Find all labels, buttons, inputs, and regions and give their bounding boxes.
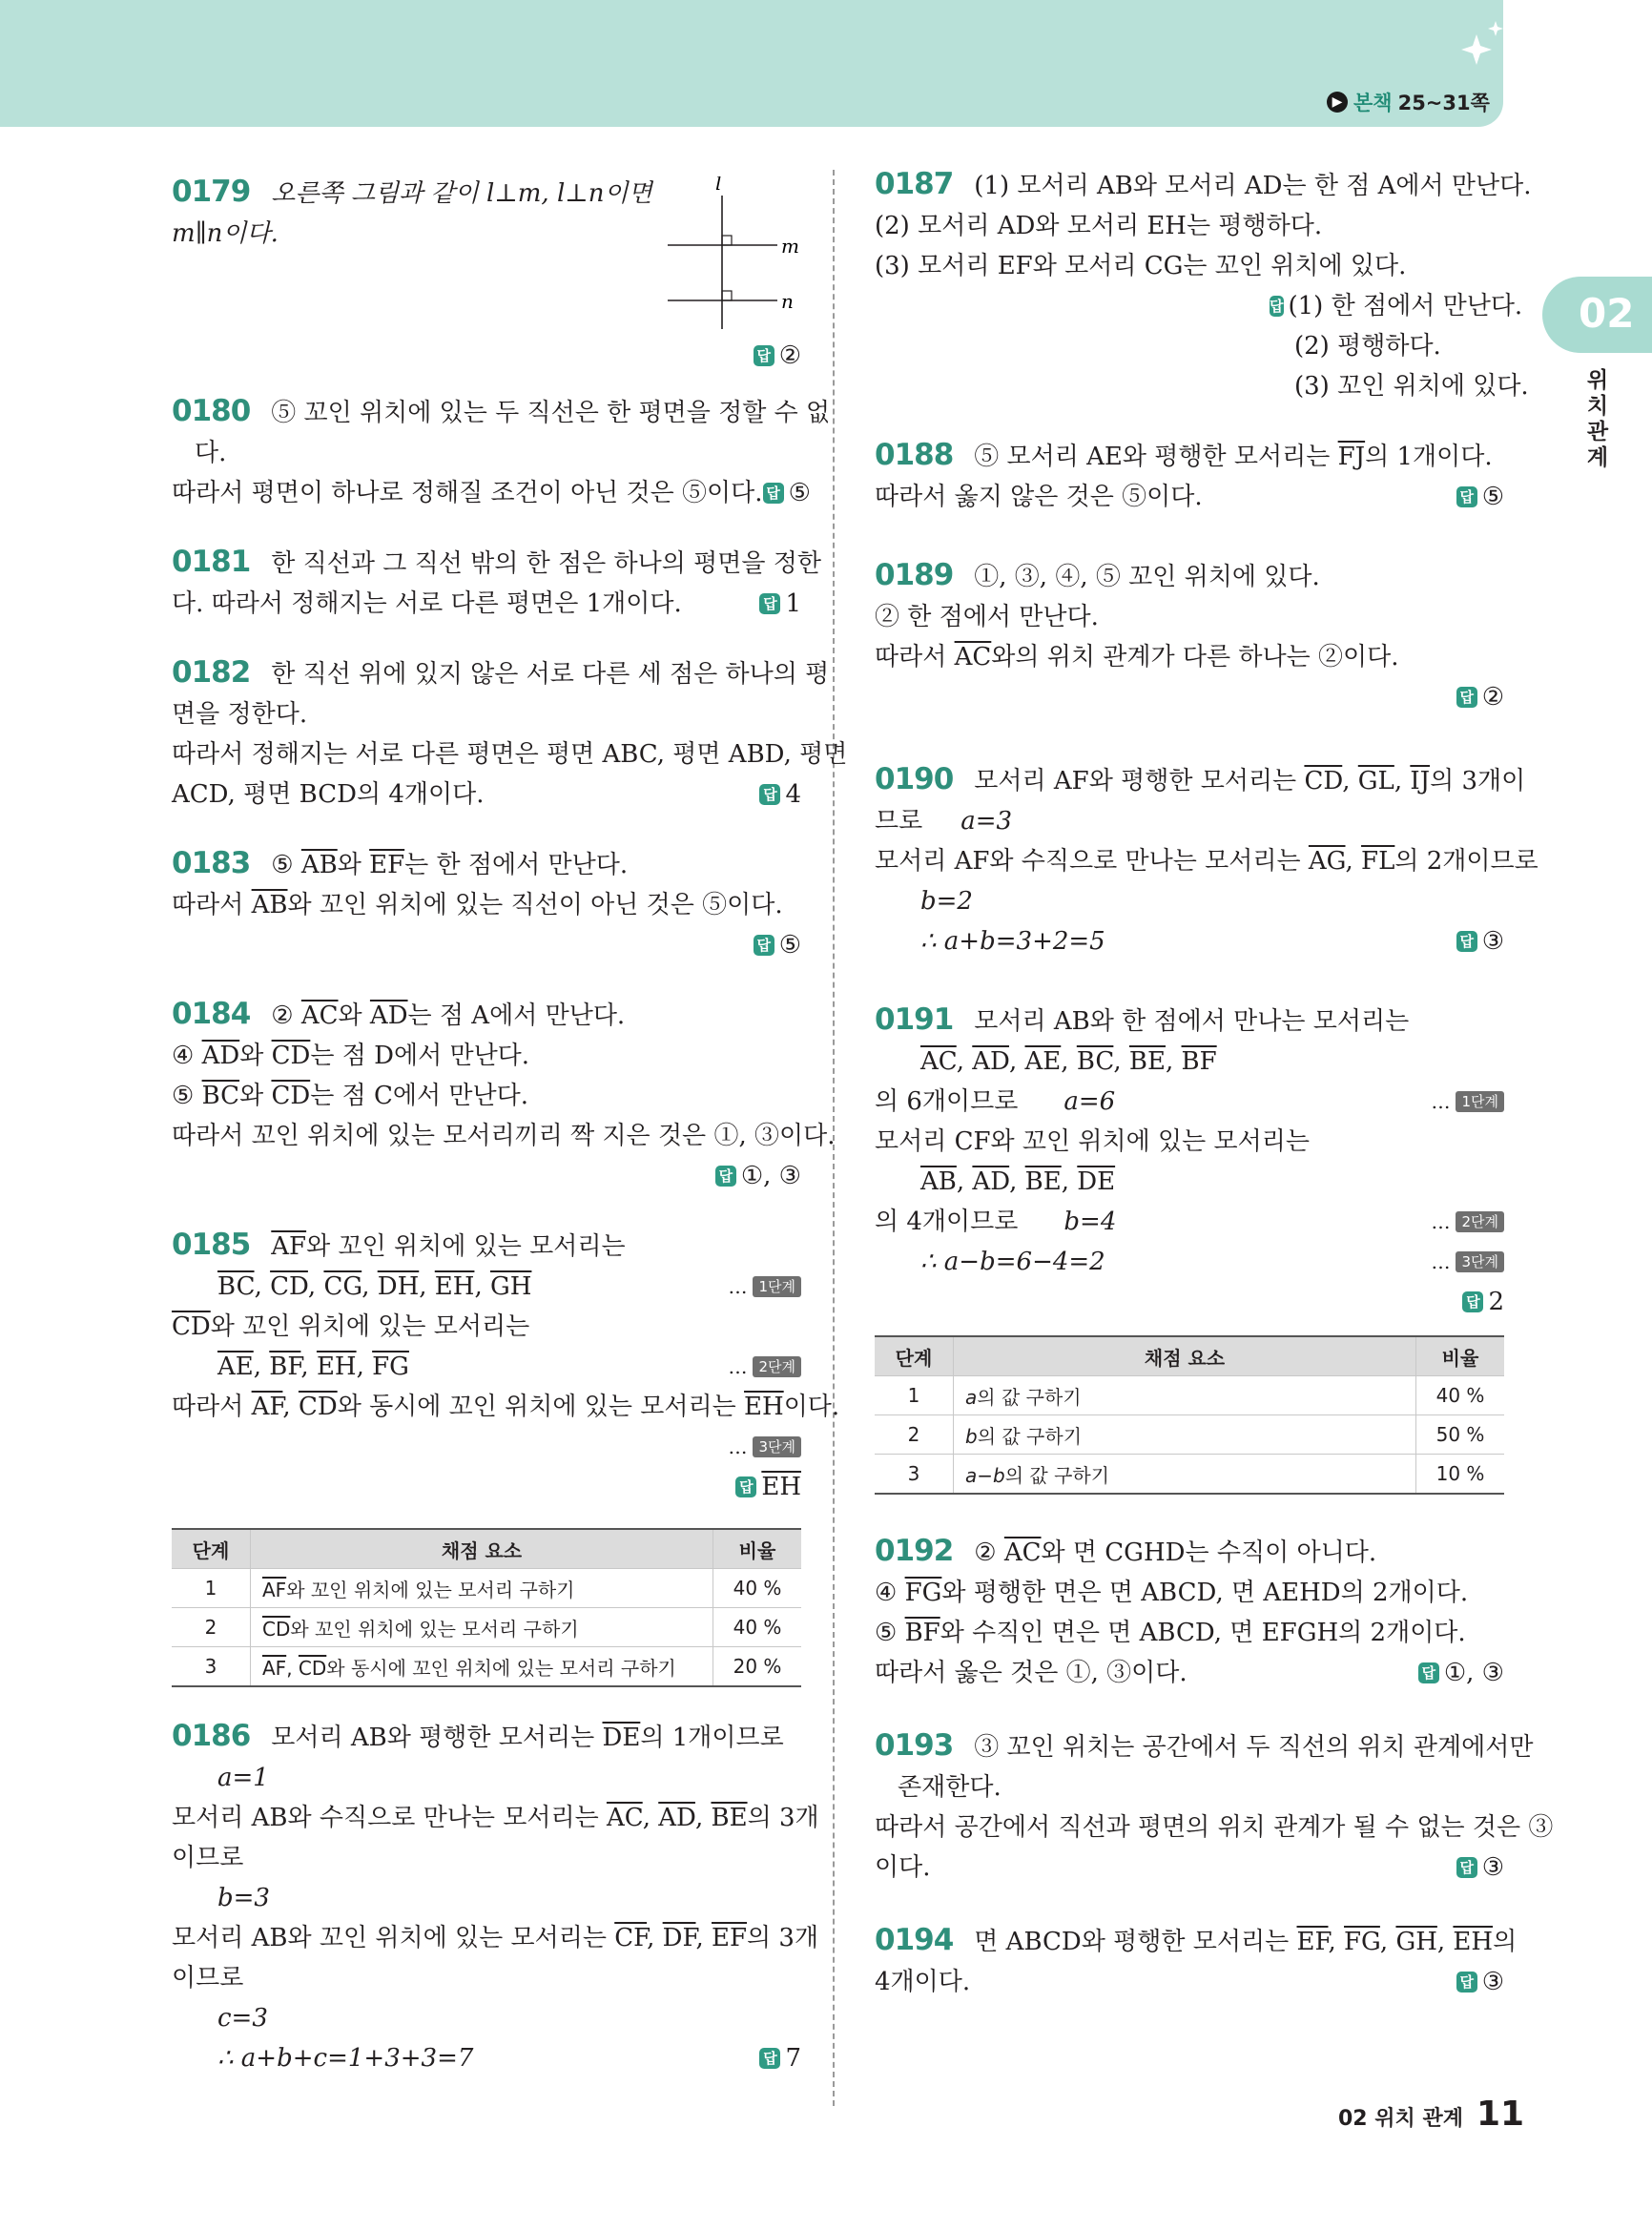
answer: 답 ①, ③ <box>715 1156 801 1196</box>
answer: 답 1 <box>759 584 801 624</box>
edge-list-2: $\overline{AE}$, $\overline{BF}$, $\overline{EH}$, $\overline{FG}$ <box>217 1352 409 1381</box>
answer-icon: 답 <box>763 483 784 504</box>
label-n: n <box>781 290 794 313</box>
answer: 답 7 <box>759 2038 801 2078</box>
answer-icon: 답 <box>754 345 774 366</box>
problem-0183: 0183 ⑤ $\overline{AB}$와 $\overline{EF}$는 한 점에서 만난다. 따라서 $\overline{AB}$와 꼬인 위치에 있는 직선이 아닌 것은 ⑤이다. 답 ⑤ <box>172 843 801 965</box>
problem-0184: 0184 ② $\overline{AC}$와 $\overline{AD}$는 점 A에서 만난다. ④ $\overline{AD}$와 $\overline{CD}$는 점 D에서 만난다. ⑤ $\overline{BC}$와 $\overline{CD}$는 점 C에서 만난다. 따라서 꼬인 위치에 있는 모서리끼리 짝 지은 것은 ①, ③이다. 답 ①, ③ <box>172 994 801 1196</box>
answer: 답 4 <box>759 774 801 815</box>
label-l: l <box>715 176 722 195</box>
answer-icon: 답 <box>735 1476 756 1497</box>
step-marker: … 1단계 <box>1431 1082 1504 1122</box>
problem-0182: 0182 한 직선 위에 있지 않은 서로 다른 세 점은 하나의 평 면을 정한다. 따라서 정해지는 서로 다른 평면은 평면 ABC, 평면 ABD, 평면 ACD, 평면 BCD의 4개이다. 답 4 <box>172 652 801 815</box>
step-marker: … 2단계 <box>1431 1202 1504 1242</box>
chapter-label: 위치 관계 <box>1586 368 1609 470</box>
answer-icon: 답 <box>1270 298 1284 315</box>
table-row: 2 $\overline{CD}$와 꼬인 위치에 있는 모서리 구하기 40 % <box>172 1608 801 1647</box>
step-marker: … 1단계 <box>728 1267 801 1307</box>
problem-0181: 0181 한 직선과 그 직선 밖의 한 점은 하나의 평면을 정한 다. 따라서 정해지는 서로 다른 평면은 1개이다. 답 1 <box>172 542 801 624</box>
problem-0192: 0192 ② $\overline{AC}$와 면 CGHD는 수직이 아니다. ④ $\overline{FG}$와 평행한 면은 면 ABCD, 면 AEHD의 2개이다. ⑤ $\overline{BF}$와 수직인 면은 면 ABCD, 면 EFGH의 2개이다. 따라서 옳은 것은 ①, ③이다. 답 ①, ③ <box>875 1531 1504 1693</box>
page-number: 11 <box>1476 2095 1525 2134</box>
answer-icon: 답 <box>1456 1972 1477 1993</box>
step-marker: … 3단계 <box>1431 1242 1504 1282</box>
table-row: 3 $\overline{AF}$, $\overline{CD}$와 동시에 꼬인 위치에 있는 모서리 구하기 20 % <box>172 1647 801 1687</box>
answer: 답 ② <box>754 336 801 376</box>
problem-0190: 0190 모서리 AF와 평행한 모서리는 $\overline{CD}$, $\overline{GL}$, $\overline{IJ}$의 3개이 므로 a=3 모서리 AF와 수직으로 만나는 모서리는 $\overline{AG}$, $\overline{FL}$의 2개이므로 b=2 ∴ a+b=3+2=5 답 ③ <box>875 759 1504 961</box>
answer-icon: 답 <box>715 1166 736 1187</box>
page-reference: ▶ 본책 25~31쪽 <box>1327 88 1490 116</box>
problem-0186: 0186 모서리 AB와 평행한 모서리는 $\overline{DE}$의 1개이므로 a=1 모서리 AB와 수직으로 만나는 모서리는 $\overline{AC}$, $\overline{AD}$, $\overline{BE}$의 3개 이므로 b=3 모서리 AB와 꼬인 위치에 있는 모서리는 $\overline{CF}$, $\overline{DF}$, $\overline{EF}$의 3개 이므로 c=3 ∴ a+b+c=1+3+3=7 답 7 <box>172 1716 801 2078</box>
line-AB: $\overline{AB}$ <box>300 851 338 879</box>
sparkle-icon <box>1459 17 1507 65</box>
chapter-tab: 02 <box>1542 277 1652 353</box>
answer: 답 ⑤ <box>1456 477 1504 517</box>
answer-icon: 답 <box>1456 687 1477 708</box>
step-marker: … 3단계 <box>728 1427 801 1467</box>
table-row: 2 b의 값 구하기 50 % <box>875 1415 1504 1455</box>
problem-0191: 0191 모서리 AB와 한 점에서 만나는 모서리는 $\overline{AC}$, $\overline{AD}$, $\overline{AE}$, $\overline{BC}$, $\overline{BE}$, $\overline{BF}$ 의 6개이므로 a=6 … 1단계 모서리 CF와 꼬인 위치에 있는 모서리는 $\overline{AB}$, $\overline{AD}$, $\overline{BE}$, $\overline{DE}$ 의 4개이므로 b=4 … 2단계 ∴ a−b=6−4=2 … 3단계 답 2 <box>875 1000 1504 1322</box>
page-footer <box>1338 2095 1524 2134</box>
answer: 답 ⑤ <box>754 925 801 965</box>
problem-0185: 0185 $\overline{AF}$와 꼬인 위치에 있는 모서리는 $\overline{BC}$, $\overline{CD}$, $\overline{CG}$, $\overline{DH}$, $\overline{EH}$, $\overline{GH}$ … 1단계 $\overline{CD}$와 꼬인 위치에 있는 모서리는 $\overline{AE}$, $\overline{BF}$, $\overline{EH}$, $\overline{FG}$ … 2단계 따라서 $\overline{AF}$, $\overline{CD}$와 동시에 꼬인 위치에 있는 모서리는 $\overline{EH}$이다. … 3단계 답 $\overline{EH}$ <box>172 1225 801 1507</box>
answer-icon: 답 <box>759 593 780 614</box>
problem-0189: 0189 ①, ③, ④, ⑤ 꼬인 위치에 있다. ② 한 점에서 만난다. 따라서 $\overline{AC}$와의 위치 관계가 다른 하나는 ②이다. 답 ② <box>875 555 1504 717</box>
line-AB: $\overline{AB}$ <box>251 891 288 919</box>
table-row: 1 $\overline{AF}$와 꼬인 위치에 있는 모서리 구하기 40 % <box>172 1569 801 1608</box>
problem-0180: 0180 ⑤ 꼬인 위치에 있는 두 직선은 한 평면을 정할 수 없 다. 따라서 평면이 하나로 정해질 조건이 아닌 것은 ⑤이다. 답 ⑤ <box>172 391 801 513</box>
problem-0193: 0193 ③ 꼬인 위치는 공간에서 두 직선의 위치 관계에서만 존재한다. 따라서 공간에서 직선과 평면의 위치 관계가 될 수 없는 것은 ③ 이다. 답 ③ <box>875 1725 1504 1888</box>
answer: 답 ③ <box>1456 1848 1504 1888</box>
answer: 답 ①, ③ <box>1418 1653 1504 1693</box>
problem-0179: 0179 오른쪽 그림과 같이 l⊥m, l⊥n이면 m∥n이다. 답 ② <box>172 172 801 372</box>
chapter-title: 02 위치 관계 <box>1338 2107 1463 2131</box>
answer: 답 (1) 한 점에서 만난다. <box>1270 292 1523 320</box>
answer-icon: 답 <box>1456 1857 1477 1878</box>
answer-icon: 답 <box>759 784 780 805</box>
arrow-right-icon: ▶ <box>1327 92 1348 113</box>
line-EF: $\overline{EF}$ <box>369 851 405 879</box>
table-row: 1 a의 값 구하기 40 % <box>875 1376 1504 1415</box>
scoring-table-0185: 단계 채점 요소 비율 1 $\overline{AF}$와 꼬인 위치에 있는 모서리 구하기 40 % 2 $\overline{CD}$와 꼬인 위치에 있는 모서리 구하기 40 % 3 $\overline{AF}$, $\overline{CD}$와 동시에 꼬인 위치에 있는 모서리 구하기 20 % <box>172 1528 801 1687</box>
problem-0194: 0194 면 ABCD와 평행한 모서리는 $\overline{EF}$, $\overline{FG}$, $\overline{GH}$, $\overline{EH}$의 4개이다. 답 ③ <box>875 1920 1504 2002</box>
answer: 답 2 <box>1462 1282 1504 1322</box>
answer-icon: 답 <box>759 2048 780 2069</box>
problem-0187: 0187 (1) 모서리 AB와 모서리 AD는 한 점 A에서 만난다. (2) 모서리 AD와 모서리 EH는 평행하다. (3) 모서리 EF와 모서리 CG는 꼬인 위치에 있다. 답 (1) 한 점에서 만난다. (2) 평행하다. (3) 꼬인 위치에 있다. <box>875 167 1532 401</box>
answer-icon: 답 <box>754 935 774 956</box>
table-row: 3 a−b의 값 구하기 10 % <box>875 1455 1504 1495</box>
answer: 답 ⑤ <box>763 473 811 513</box>
step-marker: … 2단계 <box>728 1347 801 1387</box>
answer-icon: 답 <box>1456 486 1477 507</box>
answer-icon: 답 <box>1418 1662 1439 1683</box>
edge-list-1: $\overline{BC}$, $\overline{CD}$, $\overline{CG}$, $\overline{DH}$, $\overline{EH}$, $\overline{GH}$ <box>217 1272 532 1301</box>
label-m: m <box>781 235 799 258</box>
scoring-table-0191: 단계 채점 요소 비율 1 a의 값 구하기 40 % 2 b의 값 구하기 50 % 3 a−b의 값 구하기 10 % <box>875 1335 1504 1495</box>
answer: 답 $\overline{EH}$ <box>735 1467 801 1507</box>
answer: 답 ③ <box>1456 921 1504 961</box>
answer: 답 ③ <box>1456 1962 1504 2002</box>
answer-icon: 답 <box>1462 1291 1483 1312</box>
answer-icon: 답 <box>1456 931 1477 952</box>
answer: 답 ② <box>1456 677 1504 717</box>
header-band <box>0 0 1503 127</box>
problem-0188: 0188 ⑤ 모서리 AE와 평행한 모서리는 $\overline{FJ}$의 1개이다. 따라서 옳지 않은 것은 ⑤이다. 답 ⑤ <box>875 435 1504 517</box>
